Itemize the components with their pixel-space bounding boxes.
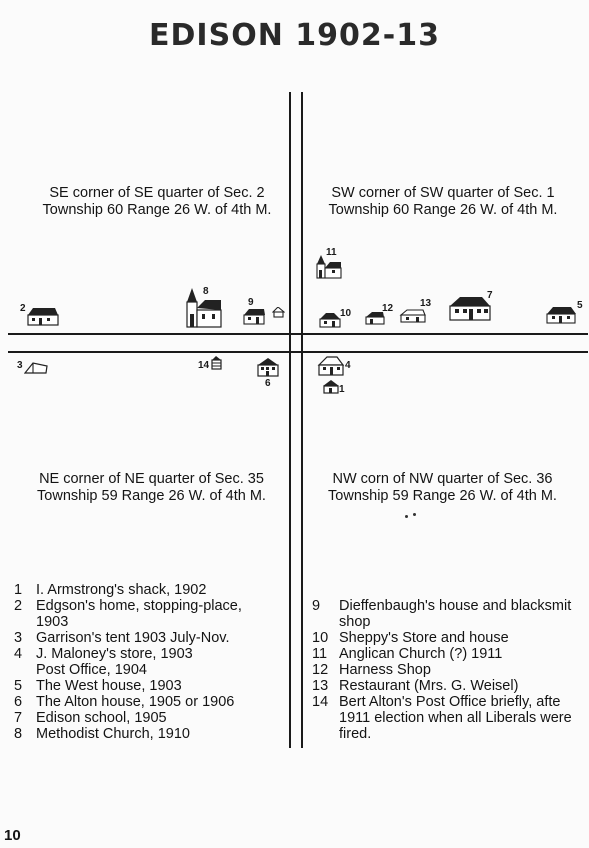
legend-text: 1911 election when all Liberals were	[339, 710, 572, 726]
legend-number: 10	[312, 630, 329, 646]
legend-text: fired.	[339, 726, 372, 742]
legend-text: Bert Alton's Post Office briefly, afte	[339, 694, 561, 710]
legend-text: shop	[339, 614, 371, 630]
legend-text: I. Armstrong's shack, 1902	[36, 582, 207, 598]
small-house-icon	[322, 380, 340, 394]
quadrant-label-top-left	[26, 185, 288, 219]
legend-item	[14, 710, 242, 726]
horizontal-road-line-top	[8, 333, 588, 335]
legend-text: Garrison's tent 1903 July-Nov.	[36, 630, 230, 646]
store-icon	[318, 312, 342, 328]
house-icon	[256, 357, 280, 377]
legend-number: 12	[312, 662, 329, 678]
legend-item	[312, 598, 572, 630]
legend-text: Edison school, 1905	[36, 710, 167, 726]
quadrant-label-line: Township 59 Range 26 W. of 4th M.	[328, 488, 557, 504]
legend-item	[312, 630, 572, 646]
quadrant-label-top-right	[312, 185, 574, 219]
legend-text: Edgson's home, stopping-place,	[36, 598, 242, 614]
legend-item	[312, 678, 572, 694]
legend-text: 1903	[36, 614, 69, 630]
legend-number: 5	[14, 678, 23, 694]
legend-right	[312, 598, 572, 742]
building-number: 8	[203, 286, 209, 297]
legend-item	[14, 694, 242, 710]
legend-item	[14, 678, 242, 694]
legend-item	[14, 726, 242, 742]
legend-text: J. Maloney's store, 1903	[36, 646, 193, 662]
legend-number: 14	[312, 694, 329, 710]
legend-item	[14, 582, 242, 598]
quadrant-label-line: NW corn of NW quarter of Sec. 36	[332, 471, 553, 487]
building-number: 1	[339, 384, 345, 395]
quadrant-label-bottom-right	[310, 471, 575, 505]
legend-text: The West house, 1903	[36, 678, 182, 694]
legend-item	[312, 662, 572, 678]
legend-item	[14, 598, 242, 630]
shed-icon	[272, 307, 285, 318]
legend-number: 9	[312, 598, 321, 614]
building-number: 3	[17, 360, 23, 371]
quadrant-label-line: Township 60 Range 26 W. of 4th M.	[42, 202, 272, 218]
horizontal-road-line-bottom	[8, 351, 588, 353]
legend-item	[14, 630, 242, 646]
building-number: 5	[577, 300, 583, 311]
building-number: 7	[487, 290, 493, 301]
building-number: 2	[20, 303, 26, 314]
house-icon	[25, 306, 59, 326]
house-icon	[242, 308, 266, 325]
building-number: 13	[420, 298, 432, 309]
building-number: 11	[326, 247, 337, 258]
stray-mark	[413, 513, 416, 516]
page-number: 10	[4, 827, 21, 844]
store-icon	[317, 356, 345, 376]
legend-item	[312, 694, 572, 742]
legend-text: Dieffenbaugh's house and blacksmit	[339, 598, 572, 614]
restaurant-icon	[399, 309, 427, 323]
legend-text: Methodist Church, 1910	[36, 726, 190, 742]
building-number: 4	[345, 360, 351, 371]
legend-number: 2	[14, 598, 23, 614]
legend-left	[14, 582, 242, 742]
legend-text: Anglican Church (?) 1911	[339, 646, 503, 662]
building-number: 12	[382, 303, 394, 314]
legend-text: Restaurant (Mrs. G. Weisel)	[339, 678, 519, 694]
quadrant-label-line: Township 59 Range 26 W. of 4th M.	[37, 488, 266, 504]
legend-number: 6	[14, 694, 23, 710]
building-number: 9	[248, 297, 254, 308]
legend-number: 13	[312, 678, 329, 694]
church-icon	[315, 255, 343, 279]
legend-number: 3	[14, 630, 23, 646]
quadrant-label-line: Township 60 Range 26 W. of 4th M.	[328, 202, 558, 218]
legend-number: 1	[14, 582, 23, 598]
legend-number: 4	[14, 646, 23, 662]
tent-icon	[24, 362, 48, 374]
legend-number: 11	[312, 646, 328, 662]
house-icon	[545, 306, 577, 324]
quadrant-label-line: NE corner of NE quarter of Sec. 35	[39, 471, 264, 487]
quadrant-label-bottom-left	[14, 471, 289, 505]
stray-mark	[405, 515, 408, 518]
legend-number: 7	[14, 710, 23, 726]
legend-text: Sheppy's Store and house	[339, 630, 509, 646]
legend-text: The Alton house, 1905 or 1906	[36, 694, 235, 710]
building-number: 10	[340, 308, 352, 319]
vertical-road-line-left	[289, 92, 291, 748]
vertical-road-line-right	[301, 92, 303, 748]
legend-text: Post Office, 1904	[36, 662, 147, 678]
page-title: EDISON 1902-13	[149, 18, 440, 53]
legend-item	[14, 646, 242, 678]
legend-item	[312, 646, 572, 662]
building-number: 14	[198, 360, 210, 371]
quadrant-label-line: SE corner of SE quarter of Sec. 2	[49, 185, 265, 201]
school-icon	[448, 296, 492, 321]
post-office-icon	[211, 356, 222, 370]
building-number: 6	[265, 378, 271, 389]
legend-number: 8	[14, 726, 23, 742]
legend-text: Harness Shop	[339, 662, 431, 678]
quadrant-label-line: SW corner of SW quarter of Sec. 1	[331, 185, 555, 201]
